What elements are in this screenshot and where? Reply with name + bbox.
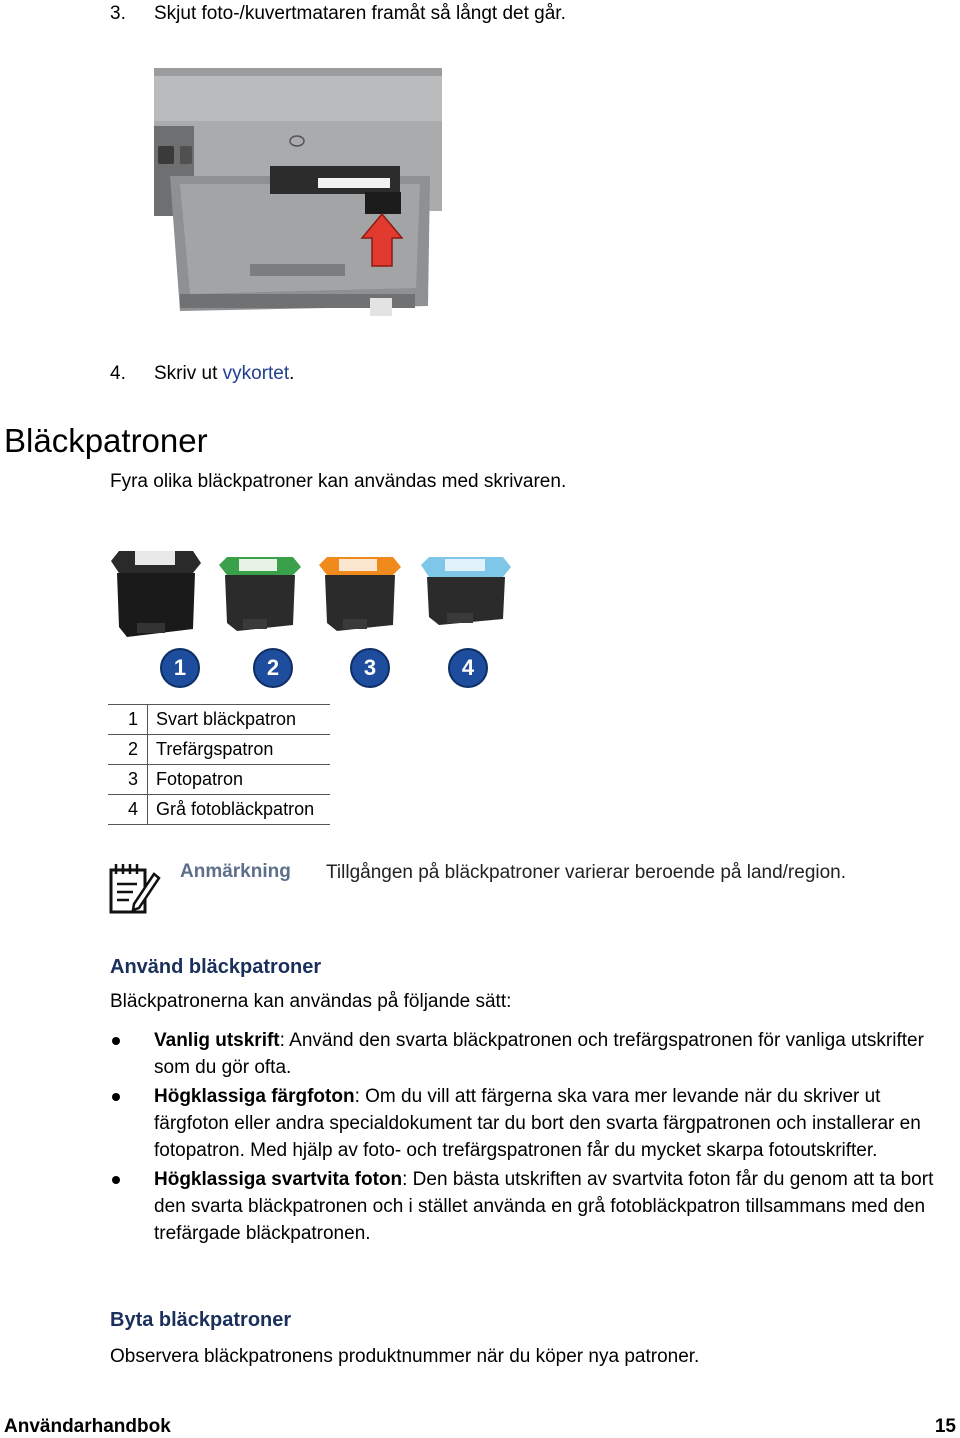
bullet-icon: [112, 1093, 120, 1101]
list-item: [110, 1083, 960, 1164]
step-4: [110, 362, 910, 386]
item-text: : Om du vill att färgerna ska vara mer levande när du skriver ut färgfoton eller andra specialdokument tar du bort den svarta färgpatronen och installerar en fotopatron. Med hjälp av foto- och trefärgspatronen får du mycket skarpa fotoutskrifter.: [154, 1086, 921, 1161]
cartridge-tricolor: [219, 557, 301, 631]
item-term: Högklassiga färgfoton: [154, 1086, 355, 1107]
use-intro: Bläckpatronerna kan användas på följande sätt:: [110, 991, 512, 1012]
step-text: [154, 362, 294, 386]
legend-label: Grå fotobläckpatron: [148, 795, 331, 825]
item-text: : Den bästa utskriften av svartvita foton får du genom att ta bort den svarta bläckpatronen och i stället använda en grå fotobläckpatron tillsammans med den trefärgade bläckpatronen.: [154, 1169, 934, 1244]
use-heading: Använd bläckpatroner: [110, 956, 322, 978]
legend-table-wrap: [108, 704, 330, 825]
legend-label: Fotopatron: [148, 765, 331, 795]
note-label: Anmärkning: [180, 861, 291, 882]
postcard-link[interactable]: vykortet: [222, 363, 290, 384]
badge-4: [448, 648, 488, 688]
badge-2: [253, 648, 293, 688]
cartridge-grey-photo: [421, 557, 511, 625]
step-text-after: .: [289, 363, 295, 384]
legend-table: [108, 704, 330, 825]
printer-illustration: [150, 66, 445, 331]
legend-number: 3: [108, 765, 148, 795]
section-title: Bläckpatroner: [4, 422, 208, 459]
legend-number: 1: [108, 705, 148, 735]
table-row: [108, 735, 330, 765]
bullet-icon: [112, 1176, 120, 1184]
printer-image: [150, 66, 445, 326]
cartridge-black: [111, 551, 201, 637]
cartridge-photo: [319, 557, 401, 631]
badge-number: 2: [266, 655, 280, 680]
table-row: [108, 765, 330, 795]
notepad-pencil-icon: [108, 860, 162, 916]
table-row: [108, 795, 330, 825]
item-text: : Använd den svarta bläckpatronen och trefärgspatronen för vanliga utskrifter som du gör ofta.: [154, 1030, 924, 1078]
page-number: 15: [934, 1416, 956, 1437]
list-item: [110, 1166, 960, 1247]
badge-number: 4: [461, 655, 475, 680]
footer-title: Användarhandbok: [4, 1416, 171, 1437]
legend-number: 4: [108, 795, 148, 825]
badge-3: [350, 648, 390, 688]
item-term: Vanlig utskrift: [154, 1030, 280, 1051]
step-3: [110, 2, 910, 26]
step-text: Skjut foto-/kuvertmataren framåt så långt det går.: [154, 3, 566, 24]
item-term: Högklassiga svartvita foton: [154, 1169, 403, 1190]
list-item: [110, 1027, 960, 1081]
legend-label: Trefärgspatron: [148, 735, 331, 765]
step-number: 4.: [110, 363, 126, 384]
replace-text: Observera bläckpatronens produktnummer när du köper nya patroner.: [110, 1346, 700, 1367]
legend-label: Svart bläckpatron: [148, 705, 331, 735]
note-text: Tillgången på bläckpatroner varierar beroende på land/region.: [326, 862, 847, 883]
badge-1: [160, 648, 200, 688]
section-intro: Fyra olika bläckpatroner kan användas med skrivaren.: [110, 471, 567, 492]
badge-number: 3: [363, 655, 377, 680]
step-text-before: Skriv ut: [154, 363, 223, 384]
legend-number: 2: [108, 735, 148, 765]
table-row: [108, 705, 330, 735]
badge-number: 1: [173, 655, 187, 680]
step-number: 3.: [110, 3, 126, 24]
bullet-icon: [112, 1037, 120, 1045]
use-list: [110, 1027, 960, 1249]
replace-heading: Byta bläckpatroner: [110, 1309, 292, 1331]
note-icon: [108, 860, 162, 921]
